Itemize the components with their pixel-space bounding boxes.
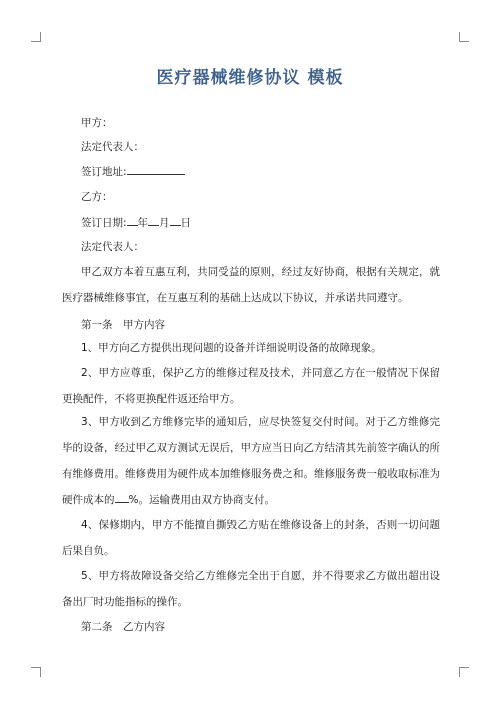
preamble-paragraph: 甲乙双方本着互惠互利，共同受益的原则，经过友好协商，根据有关规定，就医疗器械维修事宜，在互惠互利的基础上达成以下协议，并承诺共同遵守。 xyxy=(62,266,440,304)
party-b-label: 乙方： xyxy=(81,191,113,203)
crop-mark-top-right xyxy=(459,32,469,42)
article-1-item-4: 4、保修期内，甲方不能擅自撕毁乙方贴在维修设备上的封条，否则一切问题后果自负。 xyxy=(62,519,440,557)
legal-rep-label: 法定代表人： xyxy=(81,141,144,153)
crop-mark-bottom-left xyxy=(31,667,41,677)
month-label: 月 xyxy=(159,217,170,229)
party-a-label: 甲方： xyxy=(81,117,113,129)
year-blank xyxy=(127,214,138,226)
article-1-item-2: 2、甲方应尊重，保护乙方的维修过程及技术，并同意乙方在一般情况下保留更换配件，不将更换配件返还给甲方。 xyxy=(62,367,440,405)
article-1-item-3-text: 3、甲方收到乙方维修完毕的通知后，应尽快签复交付时间。对于乙方维修完毕的设备，经过甲乙双方测试无误后，甲方应当日向乙方结清其先前签字确认的所有维修费用。维修费用为硬件成本加维修服务费之和。维修服务费一般收取标准为硬件成本的 xyxy=(62,416,440,506)
document-title: 医疗器械维修协议 模板 xyxy=(156,68,344,88)
article-1-item-1: 1、甲方向乙方提供出现问题的设备并详细说明设备的故障现象。 xyxy=(81,342,382,354)
sign-place-label: 签订地址: xyxy=(81,166,127,178)
article-1-heading: 第一条 甲方内容 xyxy=(81,319,165,331)
article-2-heading: 第二条 乙方内容 xyxy=(81,621,165,633)
day-blank xyxy=(170,214,181,226)
percent-blank xyxy=(115,491,129,503)
sign-place-blank xyxy=(127,163,185,175)
article-1-item-3 xyxy=(62,409,440,513)
crop-mark-bottom-right xyxy=(459,667,469,677)
legal-rep-label-2: 法定代表人： xyxy=(81,241,144,253)
month-blank xyxy=(148,214,159,226)
day-label: 日 xyxy=(180,217,192,229)
crop-mark-top-left xyxy=(31,32,41,42)
year-label: 年 xyxy=(137,217,149,229)
sign-date-line xyxy=(81,214,191,230)
article-1-item-3-text-end: %。运输费用由双方协商支付。 xyxy=(128,494,275,506)
sign-date-label: 签订日期: xyxy=(81,217,127,229)
article-1-item-5: 5、甲方将故障设备交给乙方维修完全出于自愿，并不得要求乙方做出超出设备出厂时功能指标的操作。 xyxy=(62,570,440,608)
sign-place-line xyxy=(81,163,185,179)
